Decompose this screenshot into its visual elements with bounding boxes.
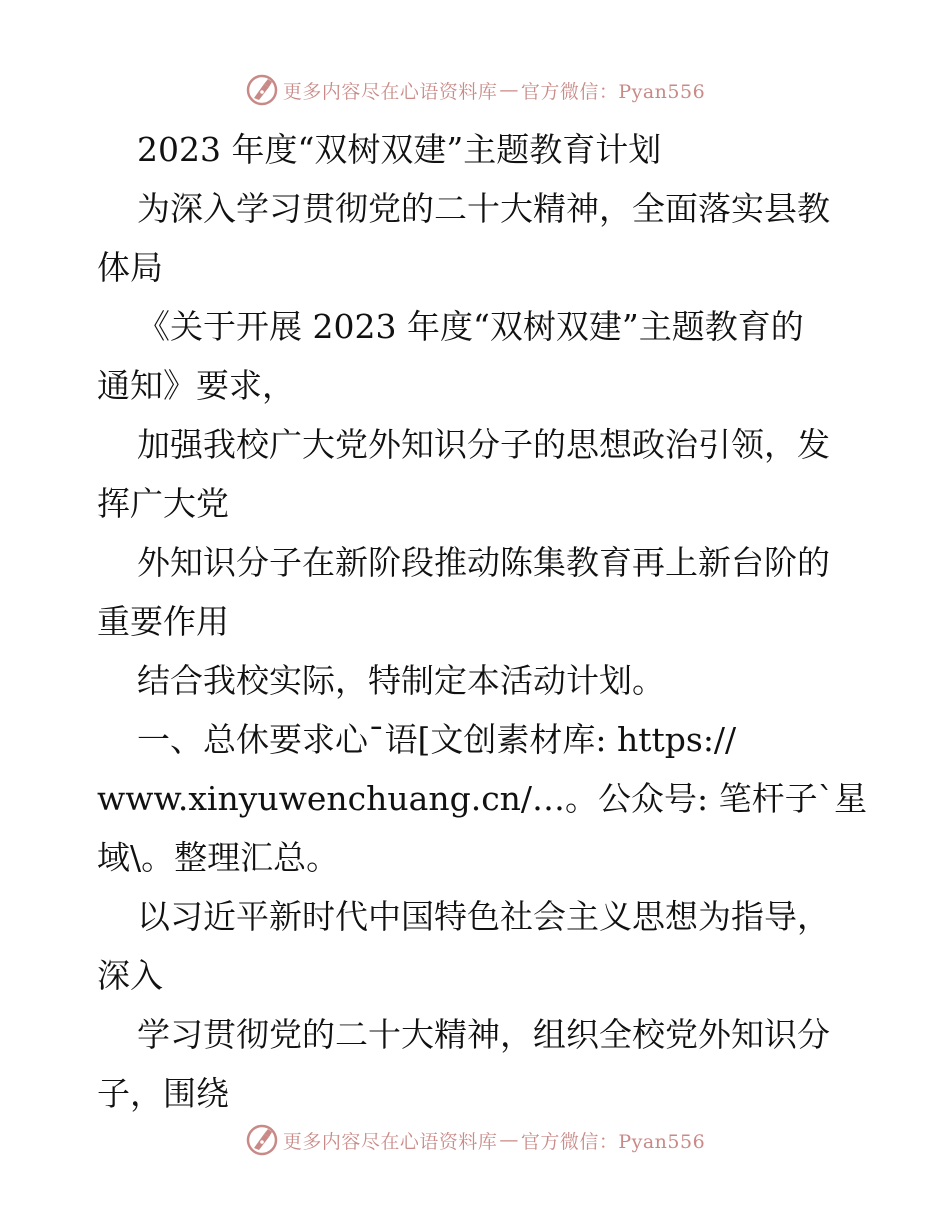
- banner-wechat-text: 官方微信：Pyan556: [520, 1130, 706, 1153]
- header-watermark-banner: [0, 70, 950, 110]
- pen-nib-circle-icon: [245, 73, 279, 107]
- paragraph-line: 外知识分子在新阶段推动陈集教育再上新台阶的: [137, 543, 830, 582]
- paragraph-line: 以习近平新时代中国特色社会主义思想为指导，: [137, 897, 830, 936]
- paragraph-line: 重要作用: [97, 602, 229, 641]
- banner-main-text: 更多内容尽在心语资料库: [282, 1130, 498, 1153]
- paragraph-line: 加强我校广大党外知识分子的思想政治引领，发: [137, 425, 830, 464]
- paragraph-line: 学习贯彻党的二十大精神，组织全校党外知识分: [137, 1015, 830, 1054]
- footer-watermark-banner: [0, 1120, 950, 1160]
- paragraph-line: 通知》要求，: [97, 366, 295, 405]
- paragraph-line: 体局: [97, 248, 163, 287]
- paragraph-line: 子，围绕: [97, 1074, 229, 1113]
- section-heading-line: 一、总休要求心¯语[文创素材库: https://: [137, 720, 737, 759]
- document-body: [97, 120, 868, 1123]
- banner-wechat-text: 官方微信：Pyan556: [520, 80, 706, 103]
- pen-nib-circle-icon: [245, 1123, 279, 1157]
- paragraph-line: 深入: [97, 956, 163, 995]
- paragraph-line: 结合我校实际，特制定本活动计划。: [137, 661, 665, 700]
- paragraph-line: 域\。整理汇总。: [97, 838, 340, 877]
- banner-dash: —: [499, 79, 519, 101]
- paragraph-line: 为深入学习贯彻党的二十大精神，全面落实县教: [137, 189, 830, 228]
- paragraph-line: 《关于开展 2023 年度“双树双建”主题教育的: [137, 307, 804, 346]
- banner-main-text: 更多内容尽在心语资料库: [282, 80, 498, 103]
- document-title: 2023 年度“双树双建”主题教育计划: [137, 130, 662, 169]
- banner-dash: —: [499, 1129, 519, 1151]
- paragraph-line: www.xinyuwenchuang.cn/…。公众号: 笔杆子`星: [97, 779, 868, 818]
- paragraph-line: 挥广大党: [97, 484, 229, 523]
